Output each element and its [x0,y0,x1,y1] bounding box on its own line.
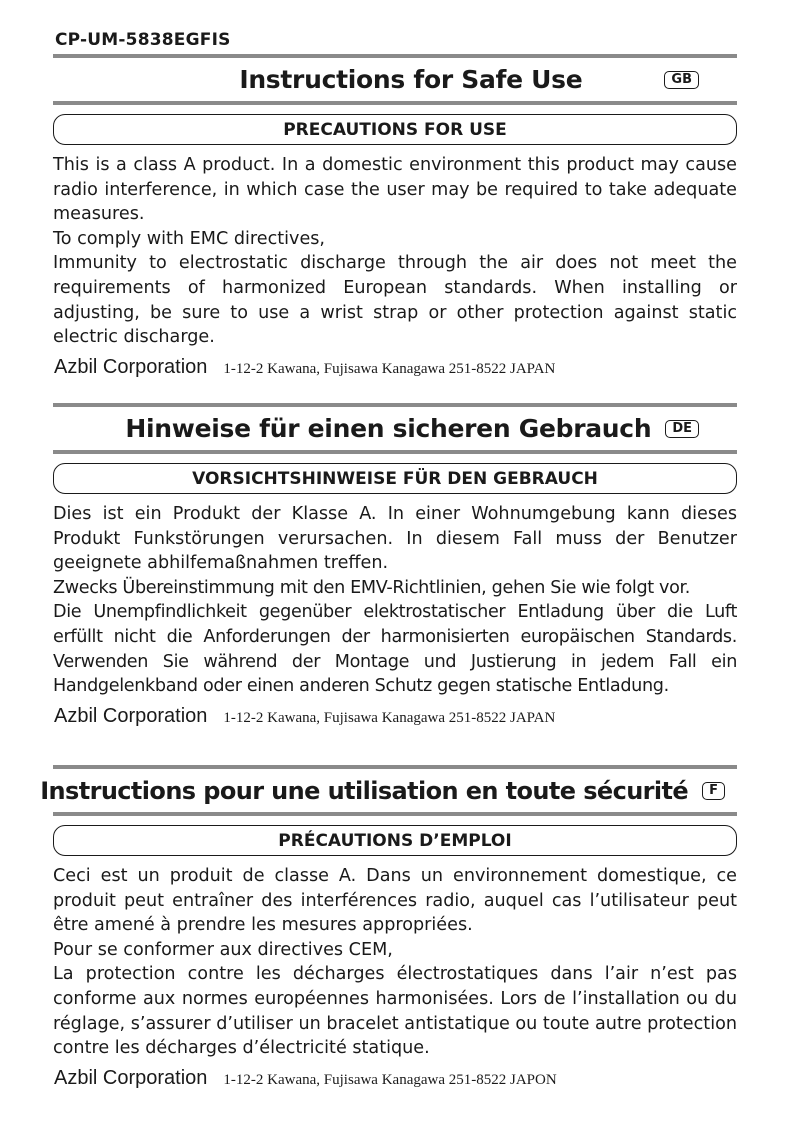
company-name: Azbil Corporation [54,1066,208,1089]
precautions-heading: PRÉCAUTIONS D’EMPLOI [53,825,737,856]
section-title-row [40,769,737,812]
precautions-heading: PRECAUTIONS FOR USE [53,114,737,145]
language-badge: GB [664,71,699,89]
precautions-heading: VORSICHTSHINWEISE FÜR DEN GEBRAUCH [53,463,737,494]
section-title: Instructions pour une utilisation en toute sécurité [40,776,689,805]
section-body [53,864,737,1061]
section-body [53,502,737,699]
section-body [53,153,737,350]
company-footer [53,705,737,728]
body-paragraph: Pour se conformer aux directives CEM, [53,939,393,960]
section-title-row [53,407,737,450]
body-paragraph: Zwecks Übereinstimmung mit den EMV-Richtlinien, gehen Sie wie folgt vor. [53,577,691,598]
company-footer [53,1067,737,1090]
section-f [40,765,737,1090]
company-address: 1-12-2 Kawana, Fujisawa Kanagawa 251-8522 JAPAN [223,709,556,726]
language-badge: F [702,782,725,800]
company-name: Azbil Corporation [54,704,208,727]
section-title: Instructions for Safe Use [239,65,583,94]
body-paragraph: Die Unempfindlichkeit gegenüber elektrostatischer Entladung über die Luft erfüllt nicht die Anforderungen der harmonisierten europäischen Standards. Verwenden Sie während der Montage und Justierung in jedem Fall ein Handgelenkband oder einen anderen Schutz gegen statische Entladung. [53,602,737,697]
section-bottom-rule [53,812,737,816]
body-paragraph: Ceci est un produit de classe A. Dans un environnement domestique, ce produit peut entraîner des interférences radio, auquel cas l’utilisateur peut être amené à prendre les mesures appropriées. [53,866,737,936]
section-bottom-rule [53,101,737,105]
language-badge: DE [665,420,699,438]
document-code: CP-UM-5838EGFIS [55,30,231,50]
section-title: Hinweise für einen sicheren Gebrauch [125,414,652,443]
body-paragraph: Immunity to electrostatic discharge through the air does not meet the requirements of harmonized European standards. When installing or adjusting, be sure to use a wrist strap or other protection against static electric discharge. [53,253,737,348]
company-name: Azbil Corporation [54,355,208,378]
company-footer [53,356,737,379]
company-address: 1-12-2 Kawana, Fujisawa Kanagawa 251-8522 JAPON [223,1071,557,1088]
section-de [53,403,737,728]
body-paragraph: To comply with EMC directives, [53,228,326,249]
section-title-row [53,58,737,101]
body-paragraph: This is a class A product. In a domestic environment this product may cause radio interference, in which case the user may be required to take adequate measures. [53,155,737,225]
section-bottom-rule [53,450,737,454]
section-gb [53,54,737,379]
body-paragraph: La protection contre les décharges électrostatiques dans l’air n’est pas conforme aux normes européennes harmonisées. Lors de l’installation ou du réglage, s’assurer d’utiliser un bracelet antistatique ou toute autre protection contre les décharges d’électricité statique. [53,964,737,1059]
company-address: 1-12-2 Kawana, Fujisawa Kanagawa 251-8522 JAPAN [223,360,556,377]
body-paragraph: Dies ist ein Produkt der Klasse A. In einer Wohnumgebung kann dieses Produkt Funkstörungen verursachen. In diesem Fall muss der Benutzer geeignete abhilfemaßnahmen treffen. [53,504,737,574]
